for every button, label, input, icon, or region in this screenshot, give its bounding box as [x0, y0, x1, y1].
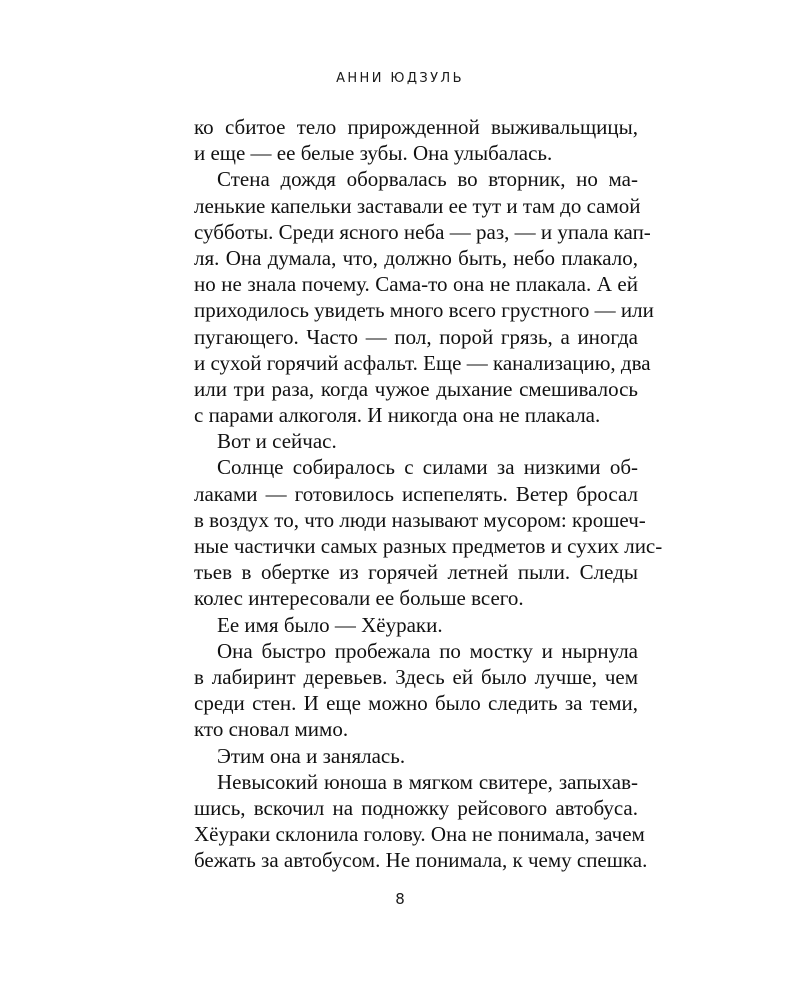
text-line: с парами алкоголя. И никогда она не плакала.	[194, 403, 601, 428]
text-line: Этим она и занялась.	[217, 743, 406, 768]
text-line: или три раза, когда чужое дыхание смешивалось	[194, 376, 638, 401]
text-line: лаками — готовилось испепелять. Ветер бросал	[194, 481, 638, 506]
text-line: Невысокий юноша в мягком свитере, запыхав-	[217, 769, 638, 794]
text-line: но не знала почему. Сама-то она не плакала. А ей	[194, 272, 638, 297]
text-line: Она быстро пробежала по мостку и нырнула	[217, 638, 638, 663]
text-line: Солнце собиралось с силами за низкими об-	[217, 455, 638, 480]
text-line: субботы. Среди ясного неба — раз, — и упала кап-	[194, 219, 651, 244]
text-line: Ее имя было — Хёураки.	[217, 612, 443, 637]
text-line: тьев в обертке из горячей летней пыли. Следы	[194, 560, 638, 585]
text-line: приходилось увидеть много всего грустного — или	[194, 298, 654, 323]
text-line: и еще — ее белые зубы. Она улыбалась.	[194, 141, 553, 166]
page-number: 8	[395, 890, 405, 908]
text-line: кто сновал мимо.	[194, 717, 349, 742]
text-line: колес интересовали ее больше всего.	[194, 586, 524, 611]
text-line: в лабиринт деревьев. Здесь ей было лучше, чем	[194, 664, 638, 689]
text-line: в воздух то, что люди называют мусором: крошеч-	[194, 507, 646, 532]
text-line: ленькие капельки заставали ее тут и там до самой	[194, 193, 641, 218]
body-text	[194, 114, 663, 873]
text-line: Хёураки склонила голову. Она не понимала, зачем	[194, 822, 645, 847]
text-line: и сухой горячий асфальт. Еще — канализацию, два	[194, 350, 651, 375]
text-line: ко сбитое тело прирожденной выживальщицы,	[194, 115, 638, 139]
text-line: ля. Она думала, что, должно быть, небо плакало,	[194, 245, 638, 270]
text-line: Вот и сейчас.	[217, 429, 337, 454]
running-head: АННИ ЮДЗУЛЬ	[336, 71, 464, 86]
text-line: Стена дождя оборвалась во вторник, но ма-	[217, 167, 638, 192]
text-line: среди стен. И еще можно было следить за теми,	[194, 691, 638, 716]
text-line: ные частички самых разных предметов и сухих лис-	[194, 534, 663, 558]
text-line: шись, вскочил на подножку рейсового автобуса.	[194, 795, 638, 820]
text-line: бежать за автобусом. Не понимала, к чему спешка.	[194, 848, 648, 873]
text-line: пугающего. Часто — пол, порой грязь, а иногда	[194, 324, 638, 349]
